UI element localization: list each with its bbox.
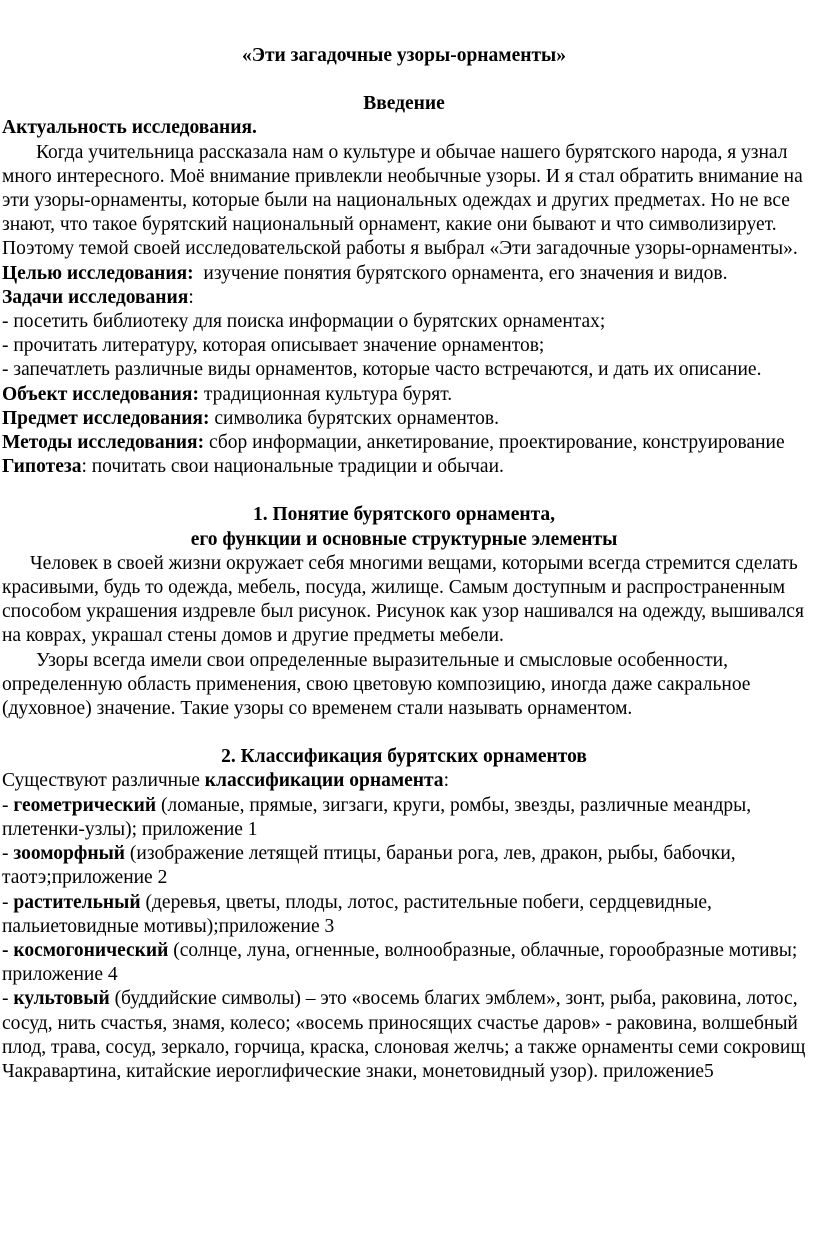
document-title: «Эти загадочные узоры-орнаменты» [241,45,567,66]
task-item: - прочитать литературу, которая описывает значение орнаментов; [2,335,545,357]
methods-paragraph [2,431,806,455]
hypothesis-label: Гипотеза [2,456,82,478]
object-label: Объект исследования: [2,383,199,405]
relevance-label: Актуальность исследования. [2,117,257,139]
classification-name: космогонический [13,939,169,961]
classification-intro: Существуют различные классификации орнамента: [2,770,449,792]
goal-paragraph [2,262,806,286]
section1-paragraph-2: Узоры всегда имели свои определенные выразительные и смысловые особенности, определенную область применения, свою цветовую композицию, иногда даже сакральное (духовное) значение. Такие узоры со временем стали называть орнаментом. [2,649,751,720]
methods-text: сбор информации, анкетирование, проектирование, конструирование [208,432,785,454]
subject-text: символика бурятских орнаментов. [214,407,499,429]
intro-heading: Введение [363,93,445,115]
section1-heading-line1: 1. Понятие бурятского орнамента, [252,504,556,526]
hypothesis-text: : почитать свои национальные традиции и обычаи. [81,456,504,478]
section1-heading-line2: его функции и основные структурные элементы [190,528,618,550]
classification-name: растительный [13,891,141,913]
classification-name: зооморфный [13,843,126,865]
classification-item: - космогонический (солнце, луна, огненные, волнообразные, облачные, горообразные мотивы; приложение 4 [2,939,798,986]
object-text: традиционная культура бурят. [203,383,453,405]
goal-text: изучение понятия бурятского орнамента, его значения и видов. [203,262,728,284]
classification-item: - культовый (буддийские символы) – это «восемь благих эмблем», зонт, рыба, раковина, лотос, сосуд, нить счастья, знамя, колесо; «восемь приносящих счастье даров» - раковина, волшебный плод, трава, сосуд, зеркало, горчица, краска, слоновая желчь; а также орнаменты семи сокровищ Чакравартина, китайские иероглифические знаки, монетовидный узор). приложение5 [2,988,806,1082]
classification-item: - геометрический (ломаные, прямые, зигзаги, круги, ромбы, звезды, различные меандры, плетенки-узлы); приложение 1 [2,794,752,840]
tasks-label: Задачи исследования [2,286,189,308]
section1-paragraph-1: Человек в своей жизни окружает себя многими вещами, которыми всегда стремится сделать красивыми, будь то одежда, мебель, посуда, жилище. Самым доступным и распространенным способом украшения издревле был рисунок. Рисунок как узор нашивался на одежду, вышивался на коврах, украшал стены домов и другие предметы мебели. [2,552,804,647]
task-item: - запечатлеть различные виды орнаментов, которые часто встречаются, и дать их описание. [2,359,762,381]
section2-heading: 2. Классификация бурятских орнаментов [221,746,587,768]
relevance-paragraph: Когда учительница рассказала нам о культуре и обычае нашего бурятского народа, я узнал много интересного. Моё внимание привлекли необычные узоры. И я стал обратить внимание на эти узоры-орнаменты, которые были на национальных одеждах и других предметах. Но не все знают, что такое бурятский национальный орнамент, какие они бывают и что символизирует. Поэтому темой своей исследовательской работы я выбрал «Эти загадочные узоры-орнаменты». [2,141,803,260]
goal-label: Целью исследования: [2,262,194,284]
classification-name: культовый [13,988,110,1010]
hypothesis-paragraph [2,455,806,479]
object-paragraph [2,383,806,407]
methods-label: Методы исследования: [2,432,205,454]
subject-paragraph [2,407,806,431]
subject-label: Предмет исследования: [2,407,210,429]
classification-item: - растительный (деревья, цветы, плоды, лотос, растительные побеги, сердцевидные, пальиетовидные мотивы);приложение 3 [2,891,712,937]
classification-item: - зооморфный (изображение летящей птицы, бараньи рога, лев, дракон, рыбы, бабочки, таотэ;приложение 2 [2,843,736,889]
task-item: - посетить библиотеку для поиска информации о бурятских орнаментах; [2,311,606,333]
classification-name: геометрический [13,794,157,816]
tasks-heading: Задачи исследования: [2,286,194,308]
